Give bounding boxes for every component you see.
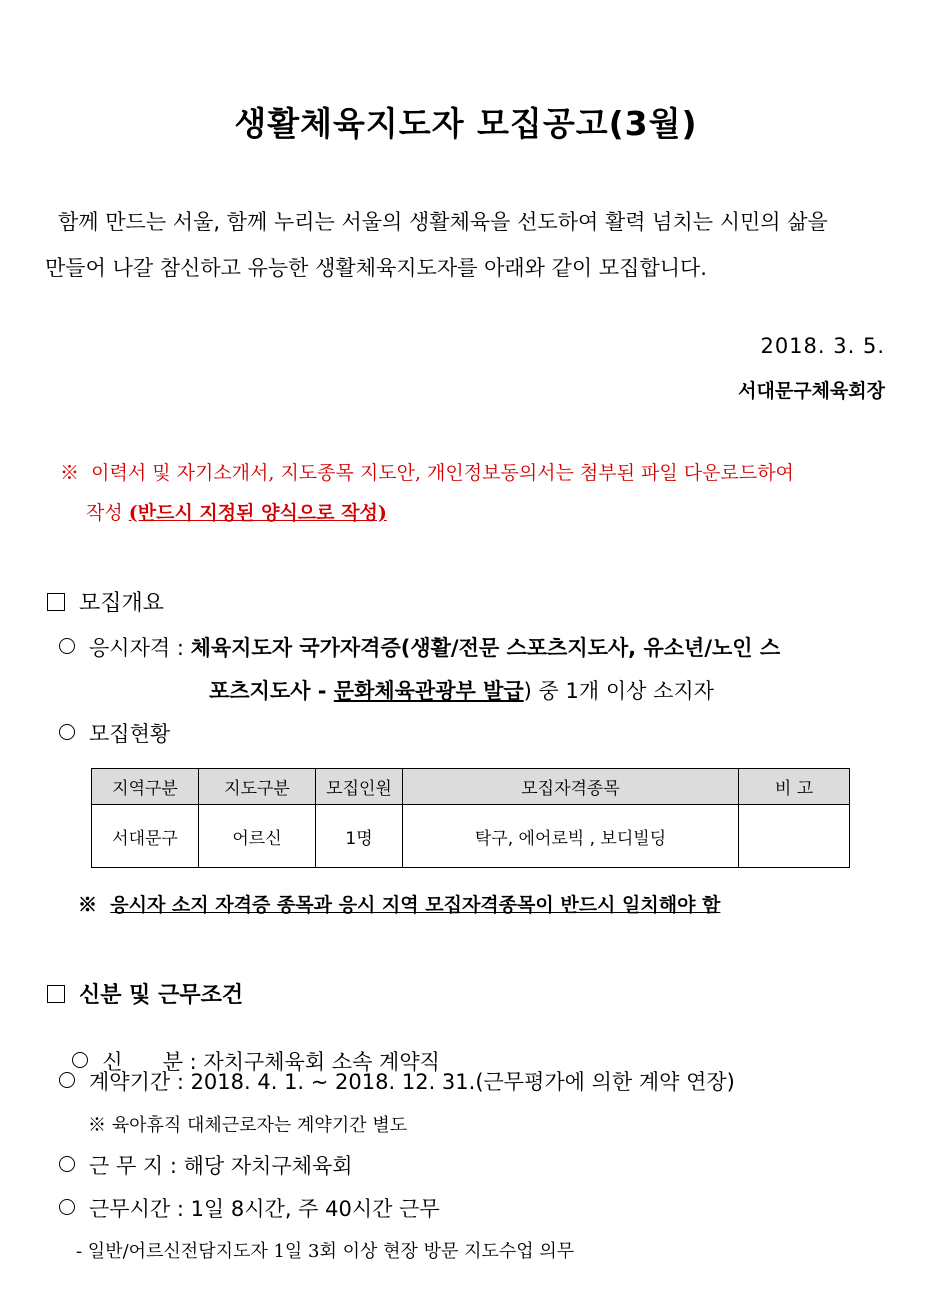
header-type: 지도구분 — [199, 769, 316, 805]
header-region: 지역구분 — [92, 769, 199, 805]
cell-sports: 탁구, 에어로빅 , 보디빌딩 — [403, 805, 739, 868]
qualification-label: 응시자격 : — [89, 636, 191, 660]
section-heading-recruitment — [47, 586, 164, 617]
section-heading-conditions — [47, 978, 243, 1009]
contract-text: 계약기간 : 2018. 4. 1. ~ 2018. 12. 31.(근무평가에 의한 계약 연장) — [89, 1070, 735, 1094]
recruitment-table — [91, 768, 850, 868]
qualification-line-2 — [209, 675, 714, 705]
notice-line-2 — [86, 498, 387, 525]
hours-text: 근무시간 : 1일 8시간, 주 40시간 근무 — [89, 1197, 440, 1221]
organization-name: 서대문구체육회장 — [738, 380, 885, 402]
cell-region: 서대문구 — [92, 805, 199, 868]
header-sports: 모집자격종목 — [403, 769, 739, 805]
checkbox-square-icon — [47, 985, 65, 1003]
circle-bullet-icon — [59, 1199, 75, 1215]
page-title: 생활체육지도자 모집공고(3월) — [234, 104, 698, 143]
section1-heading-text: 모집개요 — [79, 591, 165, 616]
section2-heading-text: 신분 및 근무조건 — [79, 983, 244, 1008]
notice-text-2: 작성 — [86, 502, 129, 524]
qualification-rest: ) 중 1개 이상 소지자 — [523, 679, 714, 703]
circle-bullet-icon — [59, 1156, 75, 1172]
cell-count: 1명 — [316, 805, 403, 868]
working-hours — [59, 1193, 440, 1223]
notice-text-1: 이력서 및 자기소개서, 지도종목 지도안, 개인정보동의서는 첨부된 파일 다운로드하여 — [91, 462, 794, 484]
table-header-row — [92, 769, 850, 805]
header-remarks: 비 고 — [739, 769, 850, 805]
notice-emphasis: (반드시 지정된 양식으로 작성) — [128, 502, 387, 524]
qualification-line-1 — [59, 632, 780, 662]
table-row — [92, 805, 850, 868]
workplace — [59, 1150, 353, 1180]
header-count: 모집인원 — [316, 769, 403, 805]
announcement-date: 2018. 3. 5. — [760, 334, 885, 358]
cell-type: 어르신 — [199, 805, 316, 868]
hours-note: - 일반/어르신전담지도자 1일 3회 이상 현장 방문 지도수업 의무 — [76, 1241, 575, 1262]
qualification-issuer: 문화체육관광부 발급 — [333, 679, 524, 703]
qualification-text-2: 포츠지도사 - — [209, 679, 334, 703]
qualification-text-1: 체육지도자 국가자격증(생활/전문 스포츠지도사, 유소년/노인 스 — [190, 636, 781, 660]
notice-line-1 — [60, 458, 794, 485]
contract-note: ※ 육아휴직 대체근로자는 계약기간 별도 — [88, 1115, 408, 1136]
circle-bullet-icon — [59, 724, 75, 740]
cell-remarks — [739, 805, 850, 868]
qualification-warning — [78, 890, 720, 917]
circle-bullet-icon — [59, 1072, 75, 1088]
workplace-text: 근 무 지 : 해당 자치구체육회 — [89, 1154, 353, 1178]
intro-line-2: 만들어 나갈 참신하고 유능한 생활체육지도자를 아래와 같이 모집합니다. — [45, 256, 707, 280]
circle-bullet-icon — [59, 638, 75, 654]
intro-line-1: 함께 만드는 서울, 함께 누리는 서울의 생활체육을 선도하여 활력 넘치는 시민의 삶을 — [58, 210, 828, 234]
status-label-text: 모집현황 — [89, 722, 171, 746]
warning-text: 응시자 소지 자격증 종목과 응시 지역 모집자격종목이 반드시 일치해야 함 — [110, 894, 721, 916]
checkbox-square-icon — [47, 593, 65, 611]
status-text: 신 분 : 자치구체육회 소속 계약직 — [102, 1050, 440, 1074]
notice-mark: ※ — [60, 462, 80, 484]
contract-period — [59, 1066, 735, 1096]
warning-mark: ※ — [78, 894, 98, 916]
recruitment-status-label — [59, 718, 170, 748]
